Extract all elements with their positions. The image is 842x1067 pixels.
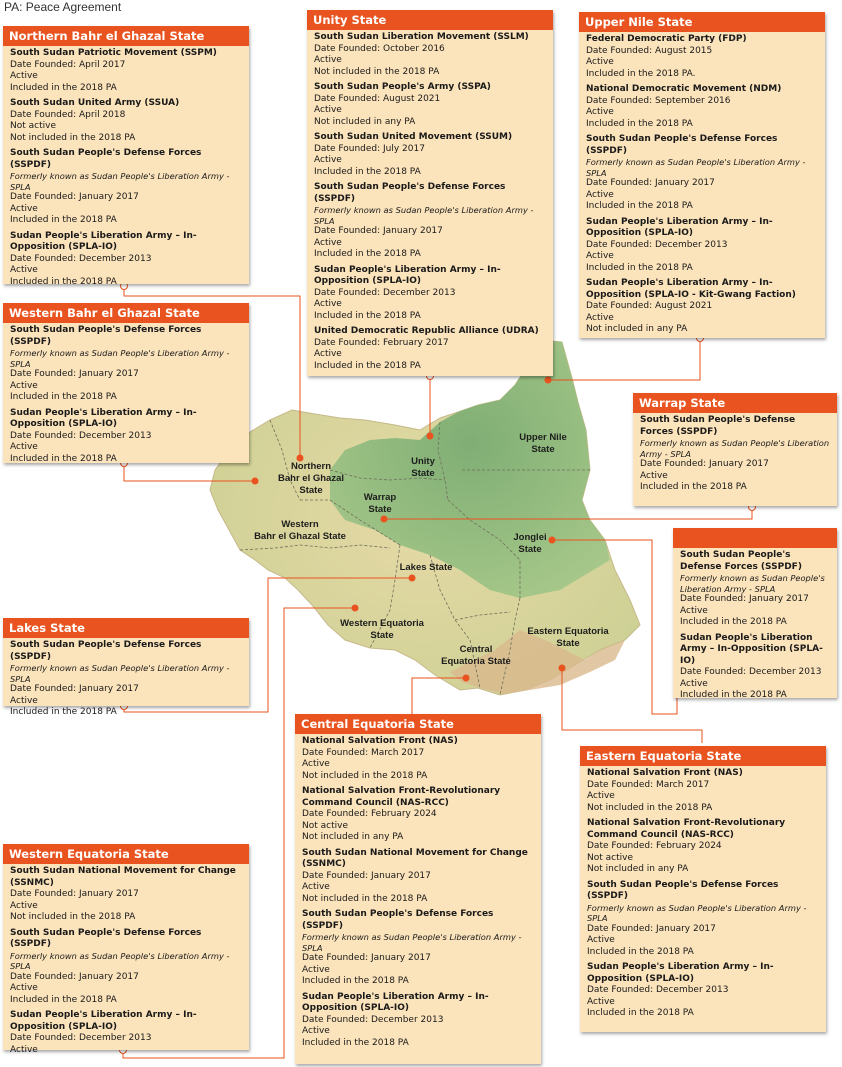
group-detail: Date Founded: August 2021 — [314, 93, 441, 104]
group-entry — [10, 1010, 243, 1056]
group-detail: Not included in the 2018 PA — [10, 912, 136, 922]
group-name: South Sudan People's Defense Forces (SSPDF) — [10, 640, 202, 662]
group-detail: Date Founded: December 2013 — [302, 1014, 444, 1025]
group-detail: Active — [680, 605, 708, 616]
group-detail: Active — [640, 470, 668, 481]
group-detail: Active — [302, 759, 330, 769]
group-detail: Active — [10, 71, 38, 81]
group-name: Sudan People's Liberation Army – In-Opposition (SPLA-IO) — [10, 1010, 197, 1032]
group-entry — [586, 278, 819, 336]
group-detail: Included in the 2018 PA — [680, 617, 787, 627]
group-detail: Date Founded: September 2016 — [586, 95, 731, 106]
group-detail: Date Founded: December 2013 — [314, 287, 456, 298]
group-name: Sudan People's Liberation Army – In-Opposition (SPLA-IO) — [10, 230, 197, 252]
group-entry — [587, 768, 820, 814]
box-title — [673, 528, 837, 548]
box-title: Central Equatoria State — [295, 714, 541, 734]
group-name: Sudan People's Liberation Army – In-Opposition (SPLA-IO) — [302, 991, 489, 1013]
group-name: South Sudan National Movement for Change (SSNMC) — [10, 866, 236, 888]
group-detail: Active — [587, 996, 615, 1007]
group-detail: Active — [10, 900, 38, 911]
group-name: Sudan People's Liberation Army – In-Opposition (SPLA-IO) — [680, 632, 823, 666]
group-entry — [302, 736, 535, 782]
box-eastern-equatoria — [580, 746, 826, 1032]
group-formerly-known: Formerly known as Sudan People's Liberation Army - SPLA — [586, 157, 806, 178]
group-entry — [314, 82, 547, 128]
group-entry — [587, 880, 820, 959]
group-detail: Date Founded: January 2017 — [10, 889, 139, 899]
group-detail: Not active — [10, 121, 56, 131]
group-entry — [10, 231, 243, 289]
map-label-eeq: Eastern Equatoria State — [527, 626, 609, 649]
group-name: Sudan People's Liberation Army – In-Opposition (SPLA-IO - Kit-Gwang Faction) — [586, 278, 796, 300]
group-name: National Salvation Front-Revolutionary Command Council (NAS-RCC) — [587, 818, 786, 840]
box-title: Northern Bahr el Ghazal State — [3, 26, 249, 46]
group-name: National Salvation Front (NAS) — [587, 768, 743, 778]
group-detail: Not included in the 2018 PA — [10, 132, 136, 143]
group-detail: Active — [586, 251, 614, 261]
group-detail: Active — [587, 935, 615, 945]
group-name: South Sudan United Movement (SSUM) — [314, 132, 513, 142]
group-detail: Included in the 2018 PA. — [586, 68, 696, 79]
box-northern-bahr-el-ghazal — [3, 26, 249, 287]
group-entry — [10, 98, 243, 144]
group-detail: Included in the 2018 PA — [587, 1008, 694, 1018]
group-entry — [302, 786, 535, 844]
group-detail: Date Founded: January 2017 — [302, 953, 431, 963]
group-name: South Sudan People's Defense Forces (SSPDF) — [302, 909, 494, 931]
map-label-nbg: Northern Bahr el Ghazal State — [278, 461, 344, 496]
group-name: South Sudan Patriotic Movement (SSPM) — [10, 48, 217, 58]
group-entry — [586, 84, 819, 130]
group-entry — [10, 640, 243, 719]
group-detail: Included in the 2018 PA — [314, 166, 421, 177]
group-formerly-known: Formerly known as Sudan People's Liberation Army - SPLA — [314, 205, 534, 226]
map-label-unity: Unity State — [411, 456, 435, 479]
box-title: Eastern Equatoria State — [580, 746, 826, 766]
group-detail: Active — [314, 349, 342, 359]
group-detail: Active — [302, 1026, 330, 1036]
group-detail: Not included in any PA — [587, 864, 689, 874]
group-name: National Democratic Movement (NDM) — [586, 84, 782, 94]
group-detail: Date Founded: January 2017 — [586, 178, 715, 188]
group-detail: Active — [302, 964, 330, 975]
group-name: South Sudan People's Defense Forces (SSPDF) — [587, 879, 779, 901]
group-detail: Date Founded: April 2018 — [10, 109, 126, 120]
group-detail: Active — [10, 983, 38, 993]
group-name: South Sudan People's Defense Forces (SSPDF) — [680, 550, 802, 572]
group-detail: Date Founded: December 2013 — [586, 239, 728, 250]
group-detail: Included in the 2018 PA — [586, 262, 693, 273]
group-formerly-known: Formerly known as Sudan People's Liberation Army - SPLA — [10, 171, 230, 192]
group-detail: Not included in any PA — [586, 324, 688, 334]
box-unity — [307, 10, 553, 376]
group-detail: Included in the 2018 PA — [10, 215, 117, 225]
group-detail: Included in the 2018 PA — [640, 482, 747, 492]
group-entry — [680, 633, 831, 702]
group-detail: Active — [586, 107, 614, 117]
group-detail: Included in the 2018 PA — [302, 1037, 409, 1048]
group-entry — [314, 132, 547, 178]
group-entry — [314, 326, 547, 372]
group-detail: Active — [586, 57, 614, 67]
box-title: Lakes State — [3, 618, 249, 638]
map-label-jonglei: Jonglei State — [513, 532, 547, 555]
group-detail: Included in the 2018 PA — [10, 82, 117, 93]
group-detail: Included in the 2018 PA — [587, 946, 694, 957]
group-name: South Sudan People's Defense Forces (SSPDF) — [10, 325, 202, 347]
group-detail: Date Founded: January 2017 — [640, 459, 769, 469]
box-title: Unity State — [307, 10, 553, 30]
group-name: South Sudan People's Army (SSPA) — [314, 82, 491, 92]
box-title: Upper Nile State — [579, 12, 825, 32]
map-label-weq: Western Equatoria State — [340, 618, 424, 641]
group-name: South Sudan People's Defense Forces (SSPDF) — [586, 134, 778, 156]
group-formerly-known: Formerly known as Sudan People's Liberation Army - SPLA — [640, 438, 830, 459]
group-detail: Date Founded: December 2013 — [10, 253, 152, 264]
group-entry — [587, 962, 820, 1020]
group-name: South Sudan Liberation Movement (SSLM) — [314, 32, 529, 42]
group-formerly-known: Formerly known as Sudan People's Liberation Army - SPLA — [10, 663, 230, 684]
group-detail: Date Founded: January 2017 — [10, 192, 139, 202]
group-detail: Active — [680, 678, 708, 689]
group-detail: Date Founded: April 2017 — [10, 59, 126, 70]
group-detail: Active — [314, 105, 342, 115]
group-name: United Democratic Republic Alliance (UDRA) — [314, 326, 539, 336]
group-entry — [302, 848, 535, 906]
group-detail: Included in the 2018 PA — [302, 976, 409, 986]
group-detail: Date Founded: October 2016 — [314, 43, 445, 54]
group-detail: Date Founded: December 2013 — [587, 985, 729, 995]
group-detail: Date Founded: February 2017 — [314, 337, 449, 348]
box-title: Western Bahr el Ghazal State — [3, 303, 249, 323]
group-entry — [10, 866, 243, 924]
group-detail: Date Founded: January 2017 — [314, 226, 443, 236]
group-detail: Active — [586, 312, 614, 323]
map-label-lakes: Lakes State — [399, 562, 453, 573]
group-entry — [587, 818, 820, 876]
group-entry — [10, 148, 243, 227]
group-formerly-known: Formerly known as Sudan People's Liberation Army - SPLA — [680, 573, 825, 594]
group-entry — [586, 217, 819, 275]
group-detail: Date Founded: August 2015 — [586, 45, 713, 56]
group-name: National Salvation Front (NAS) — [302, 736, 458, 746]
group-detail: Date Founded: January 2017 — [10, 684, 139, 694]
group-entry — [314, 182, 547, 261]
group-detail: Included in the 2018 PA — [10, 707, 117, 717]
box-central-equatoria — [295, 714, 541, 1064]
group-detail: Included in the 2018 PA — [314, 310, 421, 321]
map-label-wbg: Western Bahr el Ghazal State — [254, 519, 346, 542]
group-entry — [586, 34, 819, 80]
group-detail: Not active — [302, 820, 348, 831]
box-title: Warrap State — [633, 393, 837, 413]
group-entry — [10, 408, 243, 466]
group-detail: Date Founded: March 2017 — [302, 747, 425, 758]
group-detail: Date Founded: January 2017 — [10, 971, 139, 982]
group-detail: Active — [10, 265, 38, 275]
group-name: South Sudan People's Defense Forces (SSPDF) — [10, 148, 202, 170]
group-detail: Date Founded: February 2024 — [587, 841, 722, 851]
group-detail: Included in the 2018 PA — [10, 453, 117, 464]
group-detail: Date Founded: December 2013 — [680, 667, 822, 677]
group-detail: Active — [10, 203, 38, 214]
map-caption: PA: Peace Agreement — [4, 0, 122, 14]
group-detail: Active — [302, 882, 330, 892]
group-entry — [302, 992, 535, 1050]
box-western-bahr-el-ghazal — [3, 303, 249, 463]
box-jonglei — [673, 528, 837, 698]
group-detail: Included in the 2018 PA — [680, 690, 787, 700]
group-detail: Included in the 2018 PA — [314, 360, 421, 371]
group-detail: Included in the 2018 PA — [586, 201, 693, 211]
group-detail: Not active — [587, 852, 633, 863]
group-detail: Included in the 2018 PA — [10, 392, 117, 402]
map-label-warrap: Warrap State — [363, 492, 397, 515]
group-name: South Sudan National Movement for Change (SSNMC) — [302, 847, 528, 869]
group-detail: Not included in the 2018 PA — [302, 770, 428, 781]
group-detail: Not included in the 2018 PA — [302, 893, 428, 904]
group-detail: Date Founded: January 2017 — [302, 870, 431, 881]
group-detail: Date Founded: July 2017 — [314, 143, 425, 154]
box-western-equatoria — [3, 844, 249, 1055]
group-entry — [10, 928, 243, 1007]
group-name: South Sudan United Army (SSUA) — [10, 98, 180, 108]
group-formerly-known: Formerly known as Sudan People's Liberation Army - SPLA — [10, 348, 230, 369]
box-title: Western Equatoria State — [3, 844, 249, 864]
group-name: South Sudan People's Defense Forces (SSPDF) — [314, 182, 506, 204]
group-name: Sudan People's Liberation Army – In-Opposition (SPLA-IO) — [314, 264, 501, 286]
group-detail: Active — [314, 55, 342, 65]
box-lakes — [3, 618, 249, 717]
map-label-upper-nile: Upper Nile State — [519, 432, 567, 455]
group-detail: Date Founded: January 2017 — [587, 923, 716, 934]
group-detail: Active — [314, 155, 342, 165]
group-name: National Salvation Front-Revolutionary Command Council (NAS-RCC) — [302, 786, 501, 808]
group-detail: Not included in any PA — [314, 116, 416, 127]
group-formerly-known: Formerly known as Sudan People's Liberation Army - SPLA — [587, 902, 807, 923]
group-formerly-known: Formerly known as Sudan People's Liberation Army - SPLA — [10, 950, 230, 971]
group-entry — [10, 325, 243, 404]
group-entry — [640, 415, 831, 494]
group-entry — [302, 909, 535, 988]
group-detail: Date Founded: January 2017 — [10, 369, 139, 379]
box-warrap — [633, 393, 837, 506]
group-detail: Date Founded: August 2021 — [586, 301, 713, 311]
group-detail: Active — [587, 791, 615, 801]
group-detail: Included in the 2018 PA — [10, 276, 117, 287]
map-label-ceq: Central Equatoria State — [441, 644, 511, 667]
group-name: South Sudan People's Defense Forces (SSPDF) — [10, 927, 202, 949]
group-detail: Date Founded: December 2013 — [10, 430, 152, 441]
box-upper-nile — [579, 12, 825, 338]
group-entry — [680, 550, 831, 629]
group-detail: Not included in any PA — [302, 832, 404, 842]
group-detail: Active — [314, 299, 342, 309]
group-detail: Active — [586, 189, 614, 200]
group-name: South Sudan People's Defense Forces (SSPDF) — [640, 415, 796, 437]
group-detail: Active — [10, 442, 38, 452]
group-name: Sudan People's Liberation Army – In-Opposition (SPLA-IO) — [586, 216, 773, 238]
group-detail: Included in the 2018 PA — [10, 994, 117, 1005]
group-detail: Not included in the 2018 PA — [314, 66, 440, 77]
group-entry — [314, 265, 547, 323]
group-detail: Active — [10, 695, 38, 706]
group-name: Federal Democratic Party (FDP) — [586, 34, 747, 44]
group-detail: Active — [314, 237, 342, 248]
group-detail: Date Founded: January 2017 — [680, 594, 809, 604]
group-detail: Date Founded: February 2024 — [302, 809, 437, 819]
group-detail: Active — [10, 1044, 38, 1055]
group-entry — [10, 48, 243, 94]
group-detail: Included in the 2018 PA — [586, 118, 693, 129]
group-detail: Active — [10, 380, 38, 391]
group-detail: Included in the 2018 PA — [314, 249, 421, 259]
group-detail: Not included in the 2018 PA — [587, 802, 713, 813]
group-name: Sudan People's Liberation Army – In-Opposition (SPLA-IO) — [10, 407, 197, 429]
group-detail: Date Founded: March 2017 — [587, 779, 710, 790]
group-entry — [314, 32, 547, 78]
group-detail: Date Founded: December 2013 — [10, 1033, 152, 1043]
group-name: Sudan People's Liberation Army – In-Opposition (SPLA-IO) — [587, 962, 774, 984]
group-entry — [586, 134, 819, 213]
group-formerly-known: Formerly known as Sudan People's Liberation Army - SPLA — [302, 932, 522, 953]
